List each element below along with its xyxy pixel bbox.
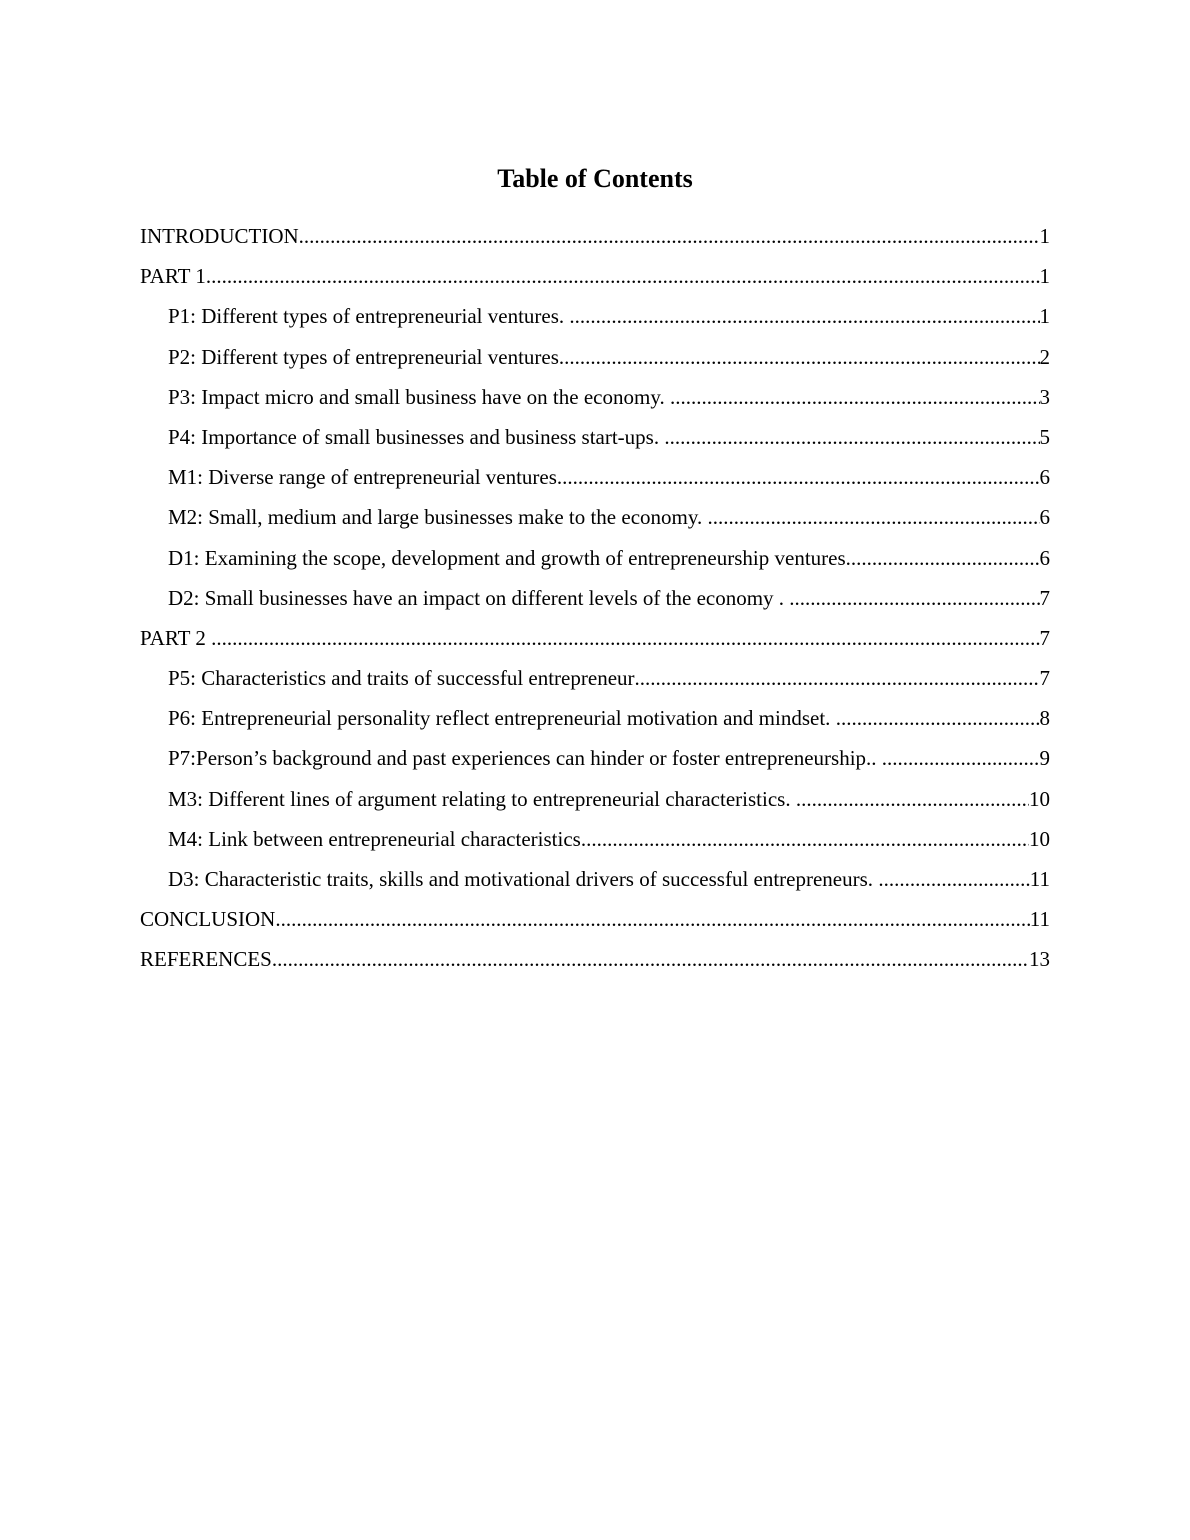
dot-leader: [708, 502, 1040, 532]
toc-entry-page: 7: [1039, 666, 1050, 691]
toc-entry-page: 2: [1039, 344, 1050, 369]
toc-entry-d2[interactable]: [140, 583, 1050, 623]
table-of-contents: [140, 221, 1050, 985]
dot-leader: [211, 623, 1039, 653]
dot-leader: [664, 422, 1039, 452]
toc-entry-d3[interactable]: [140, 864, 1050, 904]
toc-entry-m3[interactable]: [140, 784, 1050, 824]
toc-entry-page: 9: [1039, 746, 1050, 771]
toc-entry-page: 10: [1029, 826, 1050, 851]
dot-leader: [670, 382, 1040, 412]
toc-entry-page: 11: [1029, 867, 1050, 891]
dot-leader: [206, 261, 1040, 291]
toc-entry-p3[interactable]: [140, 382, 1050, 422]
toc-entry-label: M3: Different lines of argument relating to entrepreneurial characteristics.: [168, 786, 796, 811]
toc-entry-page: 1: [1039, 264, 1050, 289]
dot-leader: [789, 583, 1039, 613]
toc-entry-conclusion[interactable]: [140, 904, 1050, 944]
dot-leader: [275, 904, 1029, 934]
toc-entry-references[interactable]: [140, 944, 1050, 984]
toc-entry-label: M2: Small, medium and large businesses make to the economy.: [168, 505, 708, 530]
dot-leader: [635, 663, 1040, 693]
toc-entry-label: CONCLUSION: [140, 907, 276, 932]
dot-leader: [569, 301, 1039, 331]
dot-leader: [796, 784, 1029, 814]
toc-entry-d1[interactable]: [140, 543, 1050, 583]
toc-entry-page: 10: [1029, 786, 1050, 811]
toc-entry-page: 7: [1039, 585, 1050, 610]
dot-leader: [878, 864, 1029, 894]
toc-entry-introduction[interactable]: [140, 221, 1050, 261]
dot-leader: [557, 462, 1040, 492]
toc-entry-part-2[interactable]: [140, 623, 1050, 663]
dot-leader: [836, 703, 1040, 733]
toc-entry-page: 6: [1039, 545, 1050, 570]
toc-entry-label: REFERENCES: [140, 947, 272, 972]
toc-entry-label: D2: Small businesses have an impact on different levels of the economy .: [168, 585, 790, 610]
dot-leader: [581, 824, 1029, 854]
toc-entry-label: M1: Diverse range of entrepreneurial ventures: [168, 465, 557, 490]
toc-entry-label: P7:Person’s background and past experiences can hinder or foster entrepreneurship..: [168, 746, 882, 771]
toc-entry-page: 3: [1039, 384, 1050, 409]
toc-entry-page: 1: [1039, 224, 1050, 248]
dot-leader: [882, 743, 1040, 773]
toc-entry-page: 13: [1029, 947, 1050, 972]
toc-entry-label: INTRODUCTION: [140, 224, 299, 248]
toc-entry-label: PART 2: [140, 625, 212, 650]
toc-entry-label: D3: Characteristic traits, skills and motivational drivers of successful entrepreneurs.: [168, 867, 879, 891]
dot-leader: [846, 543, 1040, 573]
toc-entry-p7[interactable]: [140, 743, 1050, 783]
toc-entry-p5[interactable]: [140, 663, 1050, 703]
toc-entry-label: P2: Different types of entrepreneurial ventures: [168, 344, 559, 369]
toc-entry-page: 11: [1029, 907, 1050, 932]
toc-entry-label: P1: Different types of entrepreneurial ventures.: [168, 304, 570, 329]
toc-entry-page: 8: [1039, 706, 1050, 731]
toc-entry-label: P4: Importance of small businesses and business start-ups.: [168, 424, 665, 449]
toc-entry-part-1[interactable]: [140, 261, 1050, 301]
toc-entry-label: P6: Entrepreneurial personality reflect entrepreneurial motivation and mindset.: [168, 706, 836, 731]
toc-entry-page: 7: [1039, 625, 1050, 650]
toc-entry-p4[interactable]: [140, 422, 1050, 462]
toc-entry-p6[interactable]: [140, 703, 1050, 743]
toc-entry-m4[interactable]: [140, 824, 1050, 864]
dot-leader: [559, 342, 1040, 372]
toc-entry-label: PART 1: [140, 264, 206, 289]
toc-entry-label: P5: Characteristics and traits of successful entrepreneur: [168, 666, 635, 691]
toc-entry-label: P3: Impact micro and small business have on the economy.: [168, 384, 670, 409]
toc-entry-page: 6: [1039, 465, 1050, 490]
toc-entry-p1[interactable]: [140, 301, 1050, 341]
toc-entry-page: 6: [1039, 505, 1050, 530]
toc-entry-label: M4: Link between entrepreneurial characteristics: [168, 826, 581, 851]
dot-leader: [272, 944, 1029, 974]
toc-entry-page: 1: [1039, 304, 1050, 329]
toc-entry-m2[interactable]: [140, 502, 1050, 542]
toc-entry-page: 5: [1039, 424, 1050, 449]
page-title: Table of Contents: [497, 164, 693, 193]
toc-entry-m1[interactable]: [140, 462, 1050, 502]
dot-leader: [299, 221, 1040, 251]
toc-entry-p2[interactable]: [140, 342, 1050, 382]
toc-entry-label: D1: Examining the scope, development and growth of entrepreneurship ventures: [168, 545, 846, 570]
